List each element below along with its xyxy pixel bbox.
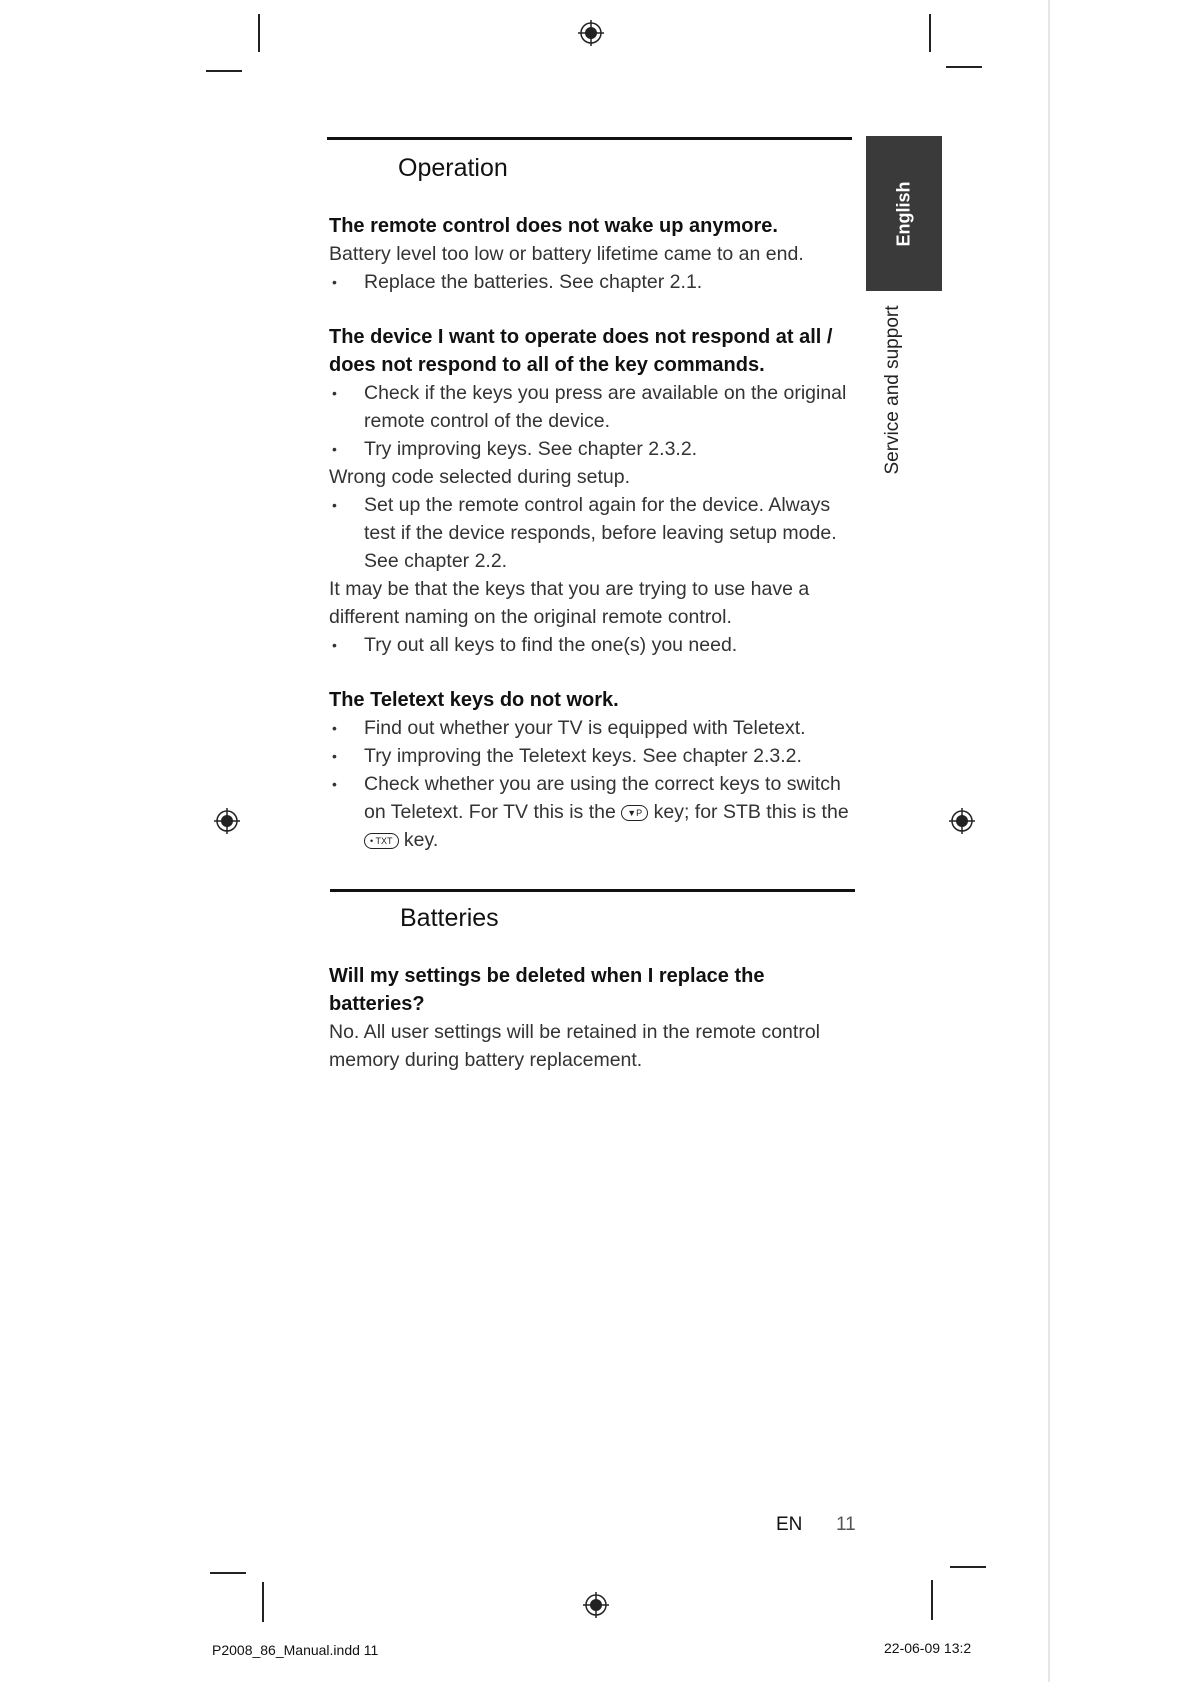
registration-mark-icon xyxy=(583,1592,609,1618)
crop-mark xyxy=(946,66,982,68)
faq-block-batteries xyxy=(329,962,859,1074)
bullet-text: Check whether you are using the correct keys to switch on Teletext. For TV this is the xyxy=(364,773,841,823)
footer-language: EN xyxy=(776,1514,803,1535)
page-number: 11 xyxy=(836,1514,856,1535)
print-slug-file: P2008_86_Manual.indd 11 xyxy=(212,1642,379,1658)
crop-mark xyxy=(210,1572,246,1574)
section-rule xyxy=(330,889,855,892)
bullet-text: key. xyxy=(403,829,439,851)
section-title-operation: Operation xyxy=(398,154,508,182)
crop-mark xyxy=(206,70,242,72)
crop-mark xyxy=(950,1566,986,1568)
crop-mark xyxy=(258,14,260,52)
crop-mark xyxy=(931,1580,933,1620)
section-title-batteries: Batteries xyxy=(400,904,499,932)
registration-mark-icon xyxy=(214,808,240,834)
crop-mark xyxy=(262,1582,264,1622)
section-side-label: Service and support xyxy=(882,305,903,475)
section-rule xyxy=(327,137,852,140)
faq-bullet: • Try improving the Teletext keys. See chapter 2.3.2. xyxy=(329,742,859,770)
faq-block-wake xyxy=(329,212,859,296)
print-slug-date: 22-06-09 13:2 xyxy=(884,1640,972,1656)
faq-bullet-teletext-keys xyxy=(329,770,859,854)
batteries-content xyxy=(329,962,859,1101)
faq-block-respond xyxy=(329,323,859,659)
page-edge xyxy=(1048,0,1050,1682)
faq-question: The Teletext keys do not work. xyxy=(329,689,619,711)
language-tab-label: English xyxy=(893,180,914,247)
language-tab xyxy=(866,136,942,291)
bullet-text: key; for STB this is the xyxy=(653,801,849,823)
faq-bullet: • Replace the batteries. See chapter 2.1. xyxy=(329,268,859,296)
faq-question: Will my settings be deleted when I replace the batteries? xyxy=(329,965,765,1015)
tv-teletext-key-icon: ▼P xyxy=(621,805,648,821)
faq-bullet: • Try improving keys. See chapter 2.3.2. xyxy=(329,435,859,463)
faq-bullet: • Set up the remote control again for the device. Always test if the device responds, before leaving setup mode. See chapter 2.2. xyxy=(329,491,859,575)
faq-question: The device I want to operate does not respond at all / does not respond to all of the key commands. xyxy=(329,326,833,376)
operation-content xyxy=(329,212,859,881)
faq-answer: It may be that the keys that you are trying to use have a different naming on the original remote control. xyxy=(329,578,810,628)
registration-mark-icon xyxy=(949,808,975,834)
faq-bullet: • Try out all keys to find the one(s) you need. xyxy=(329,631,859,659)
faq-answer: Wrong code selected during setup. xyxy=(329,466,630,488)
faq-answer: Battery level too low or battery lifetime came to an end. xyxy=(329,243,804,265)
faq-question: The remote control does not wake up anymore. xyxy=(329,215,778,237)
stb-teletext-key-icon: • TXT xyxy=(364,833,399,849)
faq-bullet: • Check if the keys you press are available on the original remote control of the device. xyxy=(329,379,859,435)
faq-bullet: • Find out whether your TV is equipped with Teletext. xyxy=(329,714,859,742)
faq-answer: No. All user settings will be retained in the remote control memory during battery replacement. xyxy=(329,1021,820,1071)
registration-mark-icon xyxy=(578,20,604,46)
faq-block-teletext xyxy=(329,686,859,854)
crop-mark xyxy=(929,14,931,52)
